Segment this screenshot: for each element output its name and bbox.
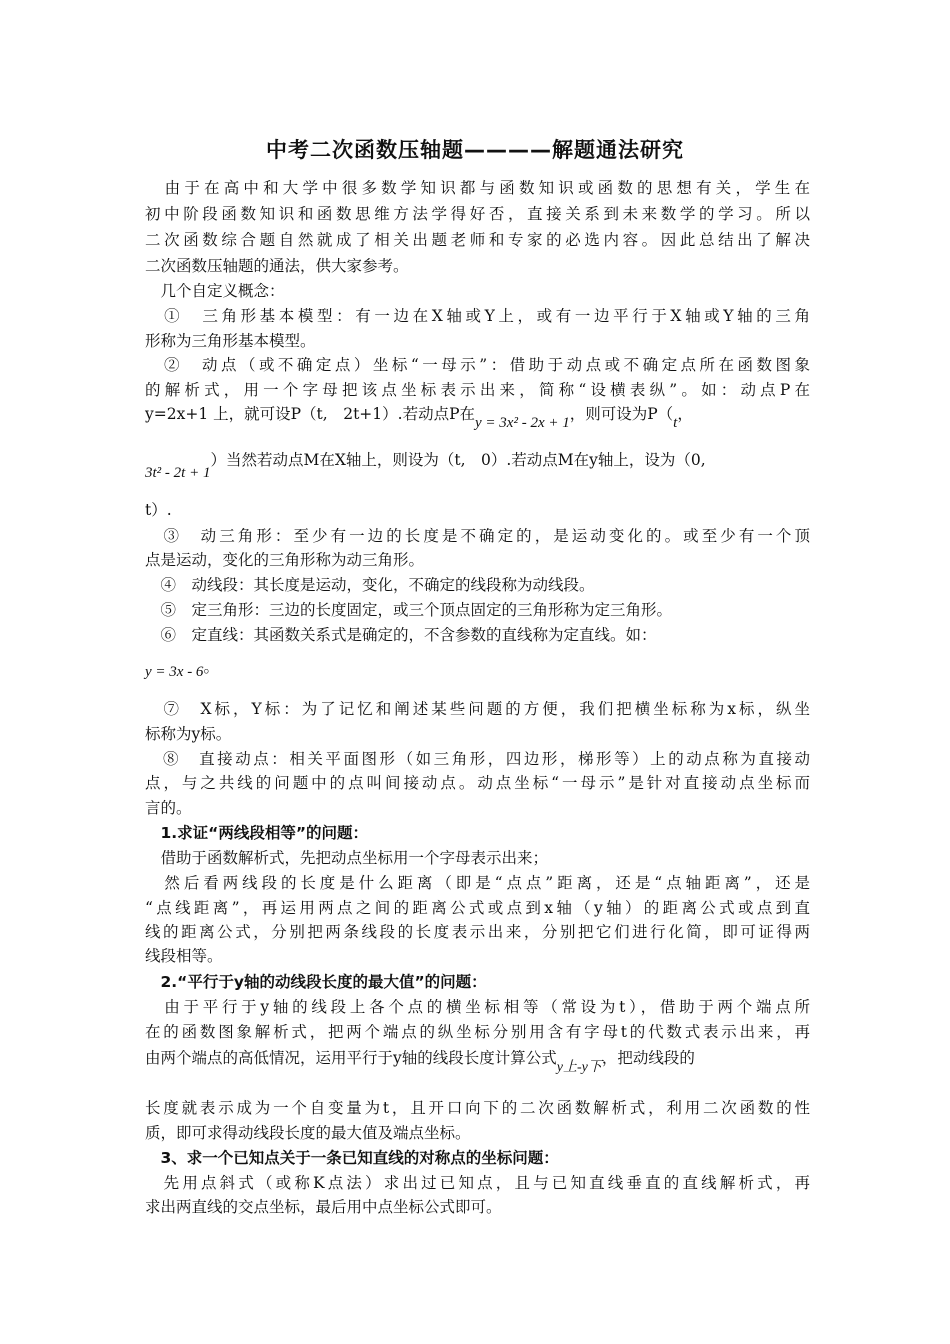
section-3-heading: 3、求一个已知点关于一条已知直线的对称点的坐标问题：	[145, 1149, 559, 1167]
concept-2-line: ② 动点（或不确定点）坐标“一母示”：借助于动点或不确定点所在函数图象	[145, 356, 810, 374]
concept-3-line: 点是运动，变化的三角形称为动三角形。	[145, 551, 425, 569]
concept-2-line: 的解析式，用一个字母把该点坐标表示出来，简称“设横表纵”。如：动点P在	[145, 381, 810, 399]
section-2-text: 由两个端点的高低情况，运用平行于y轴的线段长度计算公式	[145, 1049, 557, 1067]
section-1-line: 借助于函数解析式，先把动点坐标用一个字母表示出来；	[145, 849, 549, 867]
section-2-line	[145, 1046, 810, 1075]
section-3-line: 先用点斜式（或称K点法）求出过已知点，且与已知直线垂直的直线解析式，再	[145, 1174, 810, 1192]
concept-2-line	[145, 402, 810, 431]
section-2-line: 长度就表示成为一个自变量为t，且开口向下的二次函数解析式，利用二次函数的性	[145, 1099, 810, 1117]
math-variable-t: t	[673, 415, 678, 431]
section-1-heading: 1.求证“两线段相等”的问题：	[145, 824, 369, 842]
concept-2-line	[145, 451, 810, 481]
concept-6-end: 。	[203, 658, 219, 676]
intro-line: 初中阶段函数知识和函数思维方法学得好否，直接关系到未来数学的学习。所以	[145, 205, 810, 223]
concept-2-line: t）.	[145, 501, 172, 519]
concept-3-line: ③ 动三角形：至少有一边的长度是不确定的，是运动变化的。或至少有一个顶	[145, 527, 810, 545]
section-1-line: 然后看两线段的长度是什么距离（即是“点点”距离，还是“点轴距离”，还是	[145, 874, 810, 892]
section-2-line: 质，即可求得动线段长度的最大值及端点坐标。	[145, 1124, 471, 1142]
section-1-line: 线的距离公式，分别把两条线段的长度表示出来，分别把它们进行化简，即可证得两	[145, 923, 810, 941]
math-formula-parabola: y = 3x² - 2x + 1	[475, 415, 570, 431]
concept-1-line: 形称为三角形基本模型。	[145, 332, 316, 350]
section-2-text: ，把动线段的	[601, 1049, 695, 1067]
document-title: 中考二次函数压轴题————解题通法研究	[266, 138, 684, 162]
section-1-line: 线段相等。	[145, 947, 223, 965]
concept-2-text: ，则可设为P（	[569, 405, 674, 423]
intro-line: 二次函数综合题自然就成了相关出题老师和专家的必选内容。因此总结出了解决	[145, 231, 810, 249]
section-3-line: 求出两直线的交点坐标，最后用中点坐标公式即可。	[145, 1198, 502, 1216]
math-formula-ydiff: y上-y下	[556, 1060, 602, 1075]
concept-1-line: ① 三角形基本模型：有一边在X轴或Y上，或有一边平行于X轴或Y轴的三角	[145, 307, 810, 325]
section-2-line: 由于平行于y轴的线段上各个点的横坐标相等（常设为t），借助于两个端点所	[145, 998, 810, 1016]
concepts-heading: 几个自定义概念：	[145, 282, 285, 300]
section-1-line: “点线距离”，再运用两点之间的距离公式或点到x轴（y轴）的距离公式或点到直	[145, 899, 810, 917]
concept-7-line: ⑦ X标，Y标：为了记忆和阐述某些问题的方便，我们把横坐标称为x标，纵坐	[145, 700, 810, 718]
concept-2-text: ）当然若动点M在X轴上，则设为（t, 0）.若动点M在y轴上，设为（0,	[210, 451, 706, 469]
concept-2-text: y=2x+1 上，就可设P（t, 2t+1）.若动点P在	[145, 405, 476, 423]
intro-line: 二次函数压轴题的通法，供大家参考。	[145, 257, 409, 275]
concept-8-line: 言的。	[145, 799, 192, 817]
intro-line: 由于在高中和大学中很多数学知识都与函数知识或函数的思想有关，学生在	[145, 179, 810, 197]
concept-4-line: ④ 动线段：其长度是运动，变化，不确定的线段称为动线段。	[145, 576, 595, 594]
concept-8-line: 点，与之共线的问题中的点叫间接动点。动点坐标“一母示”是针对直接动点坐标而	[145, 774, 810, 792]
concept-7-line: 标称为y标。	[145, 725, 232, 743]
concept-8-line: ⑧ 直接动点：相关平面图形（如三角形，四边形，梯形等）上的动点称为直接动	[145, 750, 810, 768]
section-2-line: 在的函数图象解析式，把两个端点的纵坐标分别用含有字母t的代数式表示出来，再	[145, 1023, 810, 1041]
section-2-heading: 2.“平行于y轴的动线段长度的最大值”的问题：	[145, 973, 487, 991]
math-formula-line: y = 3x - 6	[145, 664, 204, 680]
concept-6-line	[145, 659, 810, 684]
math-formula-ycoord: 3t² - 2t + 1	[145, 465, 211, 481]
concept-5-line: ⑤ 定三角形：三边的长度固定，或三个顶点固定的三角形称为定三角形。	[145, 601, 673, 619]
concept-2-text: ，	[677, 405, 693, 423]
concept-6-line: ⑥ 定直线：其函数关系式是确定的，不含参数的直线称为定直线。如：	[145, 626, 657, 644]
